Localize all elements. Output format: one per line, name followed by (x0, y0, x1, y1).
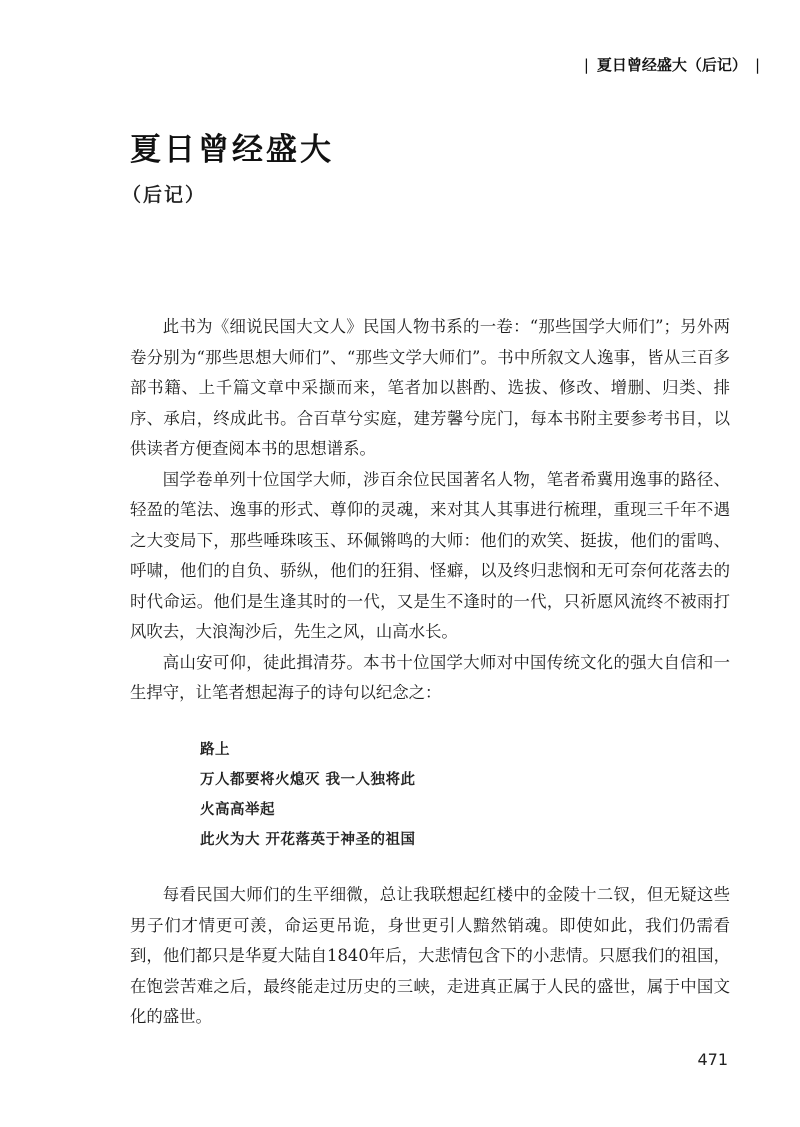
paragraph: 国学卷单列十位国学大师，涉百余位民国著名人物，笔者希冀用逸事的路径、轻盈的笔法、逸事的形式、尊仰的灵魂，来对其人其事进行梳理，重现三千年不遇之大变局下，那些唾珠咳玉、环佩锵鸣的大师：他们的欢笑、挺拔，他们的雷鸣、呼啸，他们的自负、骄纵，他们的狂狷、怪癖，以及终归悲悯和无可奈何花落去的时代命运。他们是生逢其时的一代，又是生不逢时的一代，只祈愿风流终不被雨打风吹去，大浪淘沙后，先生之风，山高水长。 (130, 469, 730, 641)
poem-line: 火高高举起 (200, 801, 275, 818)
paragraph: 此书为《细说民国大文人》民国人物书系的一卷：“那些国学大师们”；另外两卷分别为“那些思想大师们”、“那些文学大师们”。书中所叙文人逸事，皆从三百多部书籍、上千篇文章中采撷而来，笔者加以斟酌、选拔、修改、增删、归类、排序、承启，终成此书。合百草兮实庭，建芳馨兮庑门，每本书附主要参考书目，以供读者方便查阅本书的思想谱系。 (130, 317, 730, 458)
poem-line: 此火为大 开花落英于神圣的祖国 (200, 831, 416, 848)
running-header (584, 54, 760, 75)
closing-text (130, 880, 730, 1033)
header-divider-right: | (754, 55, 760, 74)
chapter-subtitle: （后记） (122, 184, 207, 206)
paragraph: 高山安可仰，徒此揖清芬。本书十位国学大师对中国传统文化的强大自信和一生捍守，让笔者想起海子的诗句以纪念之： (130, 652, 730, 702)
running-title: 夏日曾经盛大（后记） (596, 56, 747, 74)
poem-quote (200, 735, 416, 855)
chapter-title: 夏日曾经盛大 (130, 132, 334, 168)
header-divider-left: | (583, 55, 589, 74)
paragraph: 每看民国大师们的生平细微，总让我联想起红楼中的金陵十二钗，但无疑这些男子们才情更可羡，命运更吊诡，身世更引人黯然销魂。即使如此，我们仍需看到，他们都只是华夏大陆自1840年后，大悲情包含下的小悲情。只愿我们的祖国，在饱尝苦难之后，最终能走过历史的三峡，走进真正属于人民的盛世，属于中国文化的盛世。 (130, 885, 730, 1026)
poem-line: 路上 (200, 741, 230, 758)
poem-line: 万人都要将火熄灭 我一人独将此 (200, 771, 416, 788)
page-number: 471 (697, 1050, 728, 1069)
body-text (130, 312, 730, 709)
